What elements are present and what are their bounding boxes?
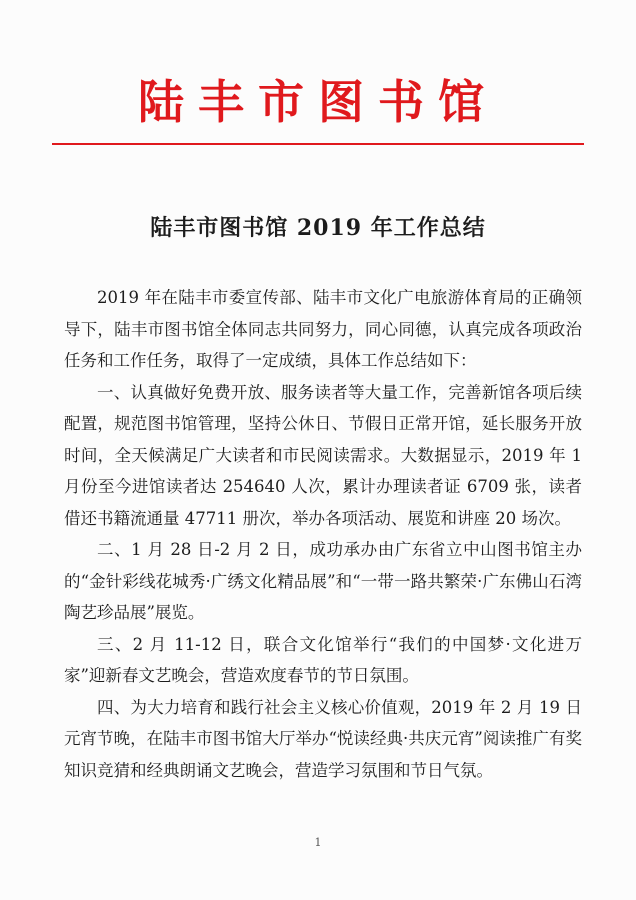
document-body bbox=[64, 282, 582, 786]
paragraph: 2019 年在陆丰市委宣传部、陆丰市文化广电旅游体育局的正确领导下，陆丰市图书馆全体同志共同努力，同心同德，认真完成各项政治任务和工作任务，取得了一定成绩，具体工作总结如下： bbox=[64, 288, 582, 370]
paragraph: 三、2 月 11-12 日，联合文化馆举行“我们的中国梦·文化进万家”迎新春文艺晚会，营造欢度春节的节日氛围。 bbox=[64, 634, 582, 685]
paragraph: 二、1 月 28 日-2 月 2 日，成功承办由广东省立中山图书馆主办的“金针彩线花城秀·广绣文化精品展”和“一带一路共繁荣·广东佛山石湾陶艺珍品展”展览。 bbox=[64, 540, 582, 622]
letterhead-title: 陆丰市图书馆 bbox=[138, 75, 498, 129]
letterhead-rule bbox=[52, 143, 584, 145]
page-number: 1 bbox=[314, 836, 322, 849]
document-title: 陆丰市图书馆 2019 年工作总结 bbox=[150, 215, 486, 241]
paragraph: 一、认真做好免费开放、服务读者等大量工作，完善新馆各项后续配置，规范图书馆管理，坚持公休日、节假日正常开馆，延长服务开放时间，全天候满足广大读者和市民阅读需求。大数据显示，2019 年 1 月份至今进馆读者达 254640 人次，累计办理读者证 6709 张，读者借还书籍流通量 47711 册次，举办各项活动、展览和讲座 20 场次。 bbox=[64, 382, 582, 528]
paragraph: 四、为大力培育和践行社会主义核心价值观，2019 年 2 月 19 日元宵节晚，在陆丰市图书馆大厅举办“悦读经典·共庆元宵”阅读推广有奖知识竞猜和经典朗诵文艺晚会，营造学习氛围和节日气氛。 bbox=[64, 697, 582, 780]
